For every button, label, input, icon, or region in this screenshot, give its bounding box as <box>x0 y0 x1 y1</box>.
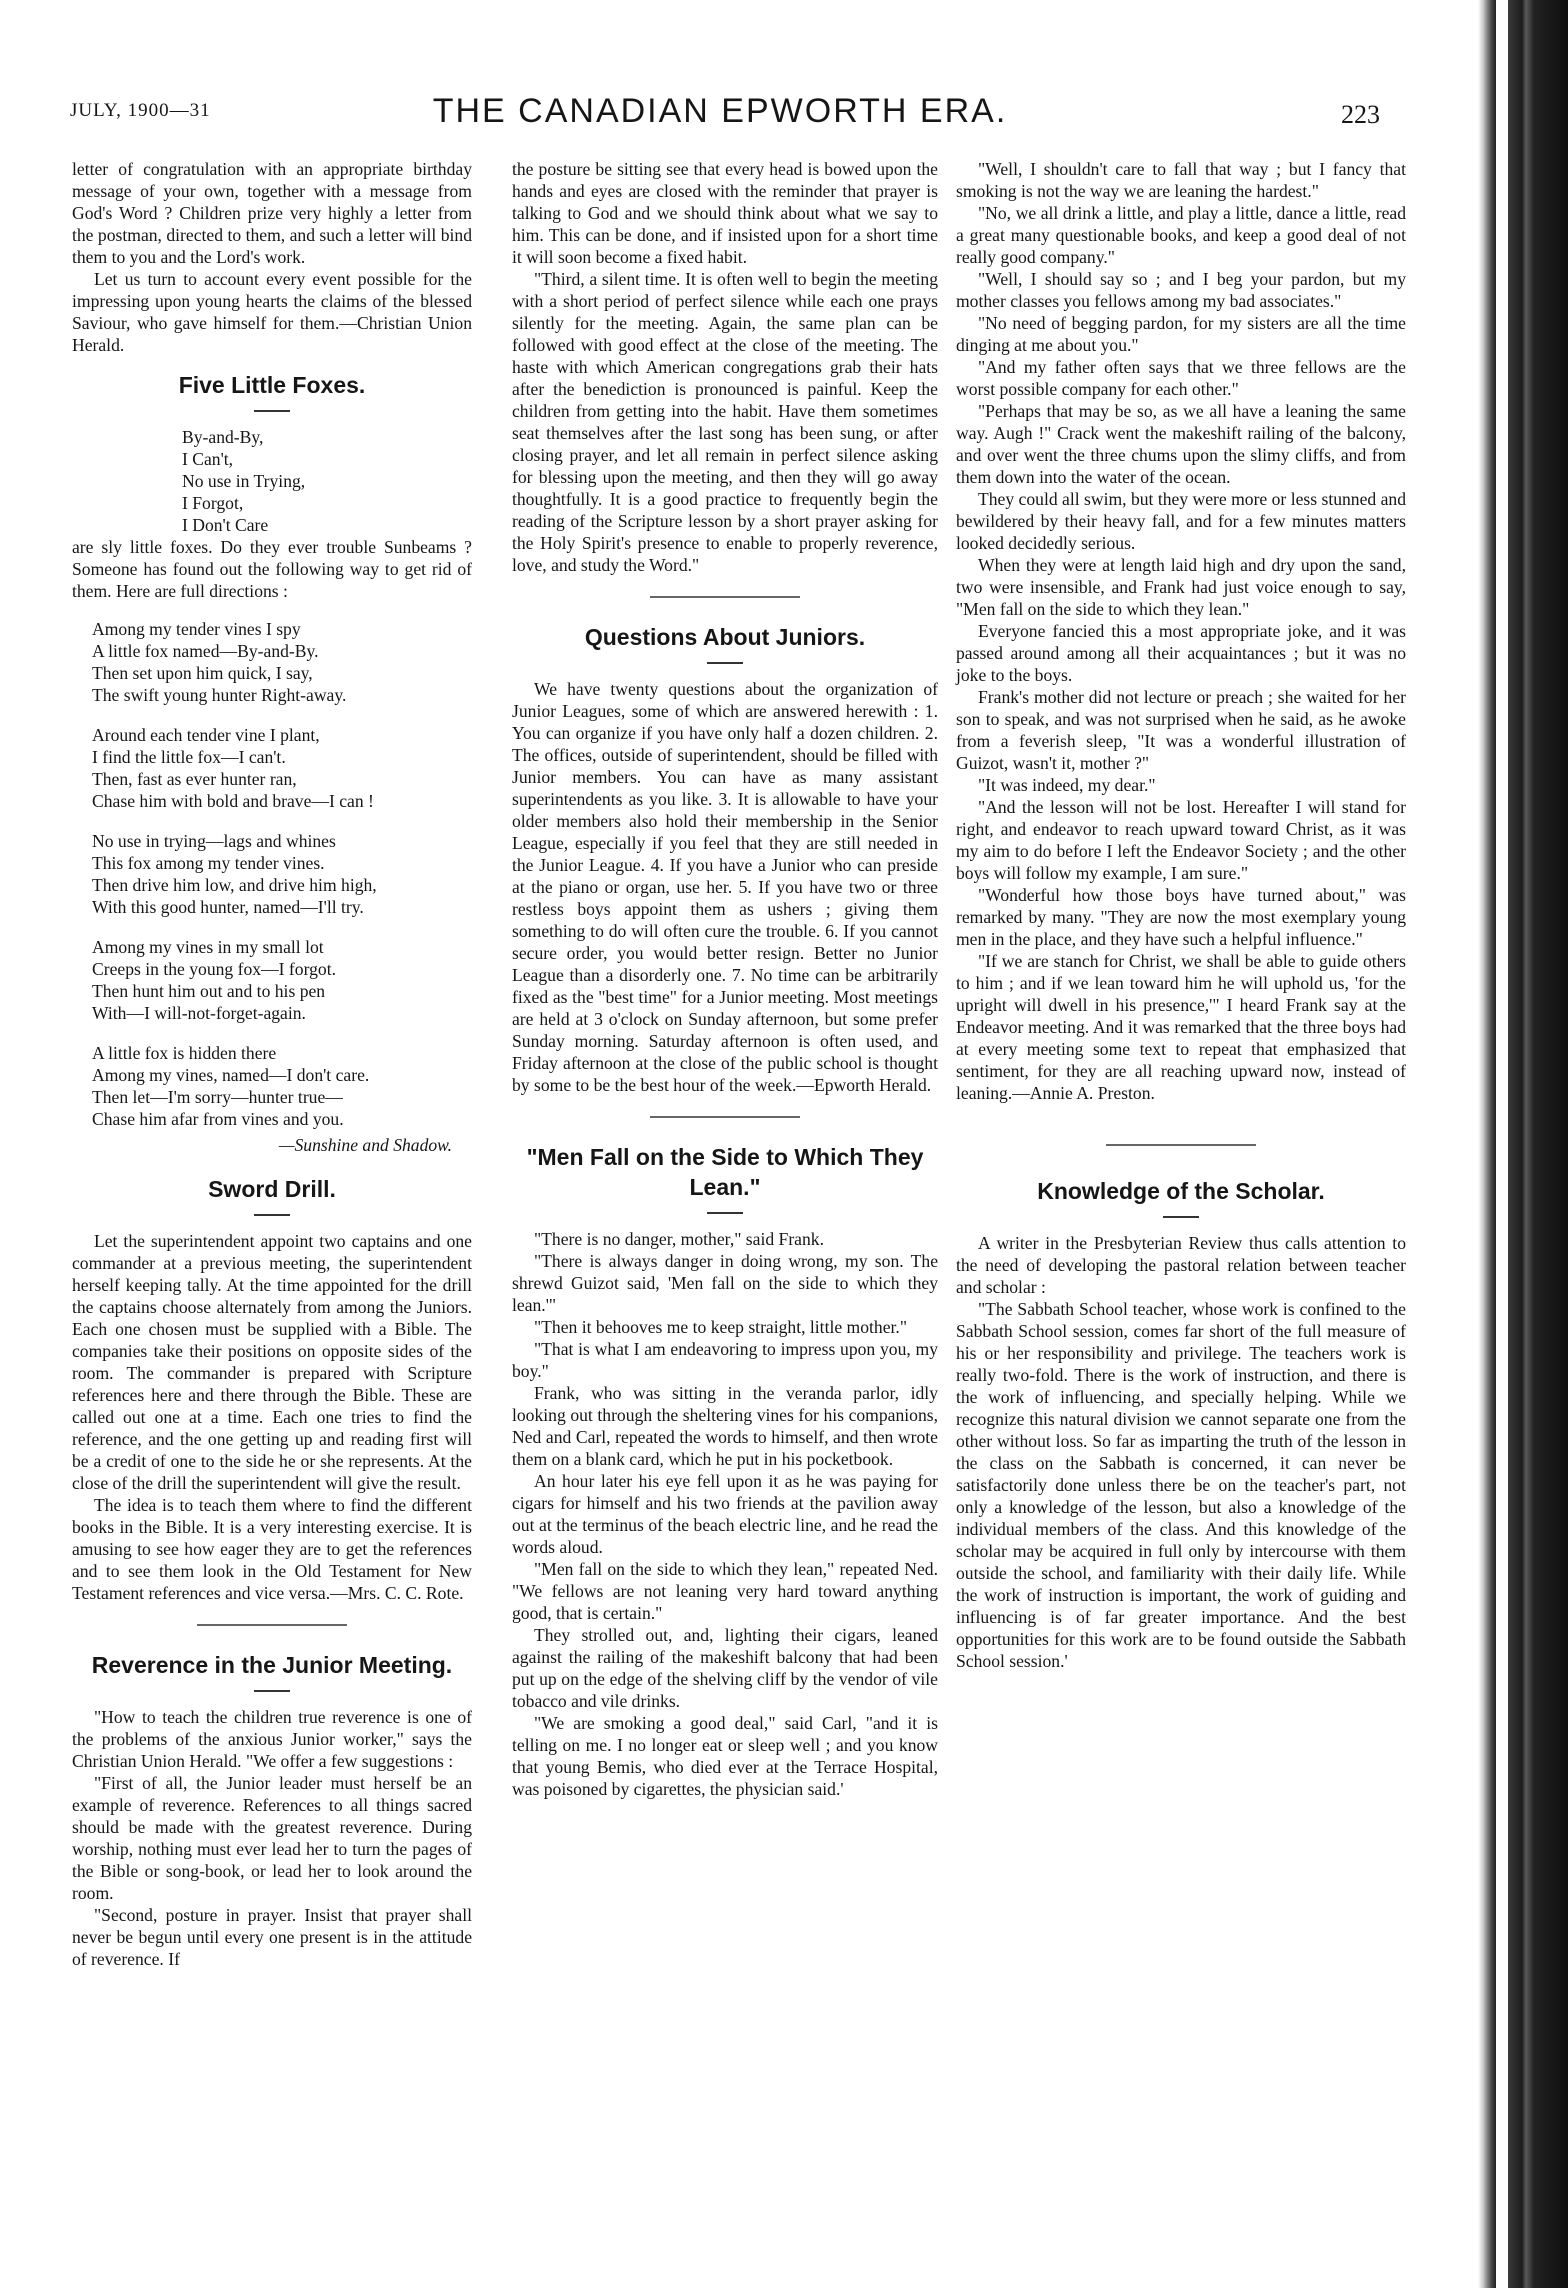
poem-line: Chase him with bold and brave—I can ! <box>92 791 374 811</box>
title-rule <box>254 1214 290 1216</box>
paragraph: Frank, who was sitting in the veranda parlor, idly looking out through the sheltering vines for his companions, Ned and Carl, repeated the words to himself, and then wrote them on a blank card, which he put in his pocketbook. <box>512 1383 938 1469</box>
poem-line: Then drive him low, and drive him high, <box>92 875 377 895</box>
paragraph: "Then it behooves me to keep straight, little mother." <box>534 1317 907 1337</box>
poem-line: A little fox is hidden there <box>92 1043 277 1063</box>
paragraph: "Wonderful how those boys have turned about," was remarked by many. "They are now the most exemplary young men in the place, and they have such a helpful influence." <box>956 885 1406 949</box>
paragraph: They strolled out, and, lighting their cigars, leaned against the railing of the makeshift balcony that had been put up on the edge of the shelving cliff by the vendor of vile tobacco and vile drinks. <box>512 1625 938 1711</box>
paragraph: When they were at length laid high and dry upon the sand, two were insensible, and Frank had just voice enough to say, "Men fall on the side to which they lean." <box>956 555 1406 619</box>
page-header <box>60 92 1380 152</box>
section-divider <box>1106 1144 1256 1146</box>
title-rule <box>1163 1216 1199 1218</box>
poem-line: Then set upon him quick, I say, <box>92 663 313 683</box>
poem-line: Then, fast as ever hunter ran, <box>92 769 297 789</box>
paragraph: "No need of begging pardon, for my sisters are all the time dinging at me about you." <box>956 313 1406 355</box>
poem-stanza <box>72 724 472 812</box>
column-right <box>956 158 1406 1672</box>
page-number: 223 <box>1341 100 1380 129</box>
section-title-men-fall: "Men Fall on the Side to Which They Lean." <box>526 1144 924 1200</box>
column-left <box>72 158 472 1970</box>
section-title-sword-drill: Sword Drill. <box>208 1176 336 1202</box>
paragraph: are sly little foxes. Do they ever trouble Sunbeams ? Someone has found out the following way to get rid of them. Here are full directions : <box>72 537 472 601</box>
paragraph: "That is what I am endeavoring to impress upon you, my boy." <box>512 1339 938 1381</box>
section-divider <box>650 596 800 598</box>
book-binding <box>1508 0 1568 2288</box>
paragraph: "If we are stanch for Christ, we shall be able to guide others to him ; and if we lean toward him he will uphold us, 'for the upright will dwell in his presence,'" I heard Frank say at the Endeavor meeting. And it was remarked that the three boys had at every meeting some text to repeat that emphasized that sentiment, for they are all reaching upward now, instead of leaning.—Annie A. Preston. <box>956 951 1406 1103</box>
section-divider <box>650 1116 800 1118</box>
paragraph: An hour later his eye fell upon it as he was paying for cigars for himself and his two friends at the pavilion away out at the terminus of the beach electric line, and he read the words aloud. <box>512 1471 938 1557</box>
paragraph: "We are smoking a good deal," said Carl, "and it is telling on me. I no longer eat or sleep well ; and you know that young Bemis, who died ever at the Terrace Hospital, was poisoned by cigarettes, the physician said.' <box>512 1713 938 1799</box>
poem-stanza <box>72 1042 472 1130</box>
poem-line: No use in Trying, <box>182 471 306 491</box>
paragraph: the posture be sitting see that every head is bowed upon the hands and eyes are closed with the reminder that prayer is talking to God and we should think about what we say to him. This can be done, and if insisted upon for a short time it will soon become a fixed habit. <box>512 159 938 267</box>
section-title-knowledge-of-scholar: Knowledge of the Scholar. <box>1037 1178 1325 1204</box>
poem-line: I Don't Care <box>182 515 269 535</box>
poem-stanza <box>72 830 472 918</box>
attribution: —Sunshine and Shadow. <box>278 1135 452 1155</box>
title-rule <box>707 1212 743 1214</box>
paragraph: "Third, a silent time. It is often well to begin the meeting with a short period of perfect silence while each one prays silently for the meeting. Again, the same plan can be followed with good effect at the close of the meeting. The haste with which American congregations grab their hats after the benediction is pronounced is painful. Keep the children from getting into the habit. Have them sometimes seat themselves after the last song has been sung, or after closing prayer, and let all remain in perfect silence asking for blessing upon the meeting, and then they will go away thoughtfully. It is a good practice to frequently begin the reading of the Scripture lesson by a short prayer asking for the Holy Spirit's presence to enable to properly reverence, love, and study the Word." <box>512 269 938 575</box>
paragraph: Let the superintendent appoint two captains and one commander at a previous meeting, the superintendent herself keeping tally. At the time appointed for the drill the captains choose alternately from among the Juniors. Each one chosen must be supplied with a Bible. The companies take their positions on opposite sides of the room. The commander is prepared with Scripture references here and there through the Bible. These are called out one at a time. Each one tries to find the reference, and the one getting up and reading first will be a credit of one to the side he or she represents. At the close of the drill the superintendent will give the result. <box>72 1231 472 1493</box>
issue-date: JULY, 1900—31 <box>70 100 211 121</box>
section-title-five-little-foxes: Five Little Foxes. <box>178 372 366 398</box>
paragraph: "Second, posture in prayer. Insist that prayer shall never be begun until every one present is in the attitude of reverence. If <box>72 1905 472 1969</box>
paragraph: The idea is to teach them where to find the different books in the Bible. It is a very interesting exercise. It is amusing to see how eager they are to get the references and to see them look in the Old Testament for New Testament references and vice versa.—Mrs. C. C. Rote. <box>72 1495 472 1603</box>
paragraph: They could all swim, but they were more or less stunned and bewildered by their heavy fall, and for a few minutes matters looked decidedly serious. <box>956 489 1407 553</box>
masthead-title: THE CANADIAN EPWORTH ERA. <box>432 92 1008 130</box>
poem-line: The swift young hunter Right-away. <box>92 685 347 705</box>
poem-line: Among my vines in my small lot <box>92 937 324 957</box>
paragraph: "First of all, the Junior leader must herself be an example of reverence. References to all things sacred should be made with the greatest reverence. During worship, nothing must ever lead her to turn the pages of the Bible or song-book, or lead her to look around the room. <box>72 1773 472 1903</box>
section-divider <box>197 1624 347 1626</box>
poem-line: This fox among my tender vines. <box>92 853 325 873</box>
paragraph: A writer in the Presbyterian Review thus calls attention to the need of developing the pastoral relation between teacher and scholar : <box>956 1233 1406 1297</box>
paragraph: We have twenty questions about the organization of Junior Leagues, some of which are answered herewith : 1. You can organize if you have only half a dozen children. 2. The offices, outside of superintendent, should be filled with Junior members. You can have as many assistant superintendents as you like. 3. It is allowable to have your older members also hold their membership in the Senior League, especially if you feel that they are still needed in the Junior League. 4. If you have a Junior who can preside at the piano or organ, use her. 5. If you have two or three restless boys appoint them as ushers ; giving them something to do will often cure the trouble. 6. If you cannot secure order, you would better resign. Better no Junior League than a disorderly one. 7. No time can be arbitrarily fixed as the "best time" for a Junior meeting. Most meetings are held at 3 o'clock on Sunday afternoon, but some prefer Sunday morning. Saturday afternoon is often used, and Friday afternoon at the close of the public school is thought by some to be the best hour of the week.—Epworth Herald. <box>512 679 938 1095</box>
paragraph: "How to teach the children true reverence is one of the problems of the anxious Junior worker," says the Christian Union Herald. "We offer a few suggestions : <box>72 1707 472 1771</box>
paragraph: "It was indeed, my dear." <box>978 775 1156 795</box>
fox-names-list <box>72 426 472 536</box>
page-gutter-shadow <box>1478 0 1496 2288</box>
poem-line: With this good hunter, named—I'll try. <box>92 897 364 917</box>
paragraph: "Perhaps that may be so, as we all have a leaning the same way. Augh !" Crack went the makeshift railing of the balcony, and over went the three chums upon the slimy cliffs, and from them down into the water of the ocean. <box>956 401 1406 487</box>
paragraph: "The Sabbath School teacher, whose work is confined to the Sabbath School session, comes far short of the full measure of his or her responsibility and privilege. The teachers work is really two-fold. There is the work of instruction, and there is the work of influencing, and specially helping. While we recognize this natural division we cannot separate one from the other without loss. So far as imparting the truth of the lesson in the class on the Sabbath is concerned, it can never be satisfactorily done unless there be on the teacher's part, not only a knowledge of the lesson, but also a knowledge of the individual members of the class. And this knowledge of the scholar may be acquired in full only by intercourse with them outside the school, and familiarity with their daily life. While the work of instruction is important, the work of guiding and influencing is of far greater importance. And the best opportunities for this work are to be found outside the Sabbath School session.' <box>956 1299 1406 1671</box>
paragraph: "No, we all drink a little, and play a little, dance a little, read a great many questionable books, and keep a good deal of not really good company." <box>956 203 1406 267</box>
column-middle <box>512 158 938 1800</box>
paragraph: "Well, I should say so ; and I beg your pardon, but my mother classes you fellows among my bad associates." <box>956 269 1406 311</box>
paragraph: "There is always danger in doing wrong, my son. The shrewd Guizot said, 'Men fall on the side to which they lean.'" <box>512 1251 938 1315</box>
section-title-questions-about-juniors: Questions About Juniors. <box>584 624 866 650</box>
section-title-reverence: Reverence in the Junior Meeting. <box>91 1652 453 1678</box>
poem-line: Then let—I'm sorry—hunter true— <box>92 1087 343 1107</box>
poem-line: By-and-By, <box>182 427 264 447</box>
poem-line: Among my tender vines I spy <box>92 619 301 639</box>
poem-line: With—I will-not-forget-again. <box>92 1003 306 1023</box>
paragraph: Let us turn to account every event possible for the impressing upon young hearts the claims of the blessed Saviour, who gave himself for them.—Christian Union Herald. <box>72 269 472 355</box>
poem-line: Then hunt him out and to his pen <box>92 981 326 1001</box>
paragraph: letter of congratulation with an appropriate birthday message of your own, together with a message from God's Word ? Children prize very highly a letter from the postman, directed to them, and such a letter will bind them to you and the Lord's work. <box>72 159 472 267</box>
poem-line: No use in trying—lags and whines <box>92 831 336 851</box>
poem-stanza <box>72 936 472 1024</box>
poem-line: Around each tender vine I plant, <box>92 725 320 745</box>
poem-stanza <box>72 618 472 706</box>
paragraph: Frank's mother did not lecture or preach ; she waited for her son to speak, and was not surprised when he said, as he awoke from a feverish sleep, "It was a wonderful illustration of Guizot, wasn't it, mother ?" <box>956 687 1406 773</box>
poem-line: A little fox named—By-and-By. <box>92 641 319 661</box>
title-rule <box>254 1690 290 1692</box>
poem-line: I Forgot, <box>182 493 244 513</box>
paragraph: "There is no danger, mother," said Frank. <box>534 1229 824 1249</box>
paragraph: "And the lesson will not be lost. Hereafter I will stand for right, and endeavor to reach upward toward Christ, as it was my aim to do before I left the Endeavor Society ; and the other boys will follow my example, I am sure." <box>956 797 1406 883</box>
poem-line: Among my vines, named—I don't care. <box>92 1065 370 1085</box>
poem-line: I find the little fox—I can't. <box>92 747 286 767</box>
poem-line: Creeps in the young fox—I forgot. <box>92 959 336 979</box>
paragraph: "And my father often says that we three fellows are the worst possible company for each other." <box>956 357 1406 399</box>
title-rule <box>707 662 743 664</box>
poem-line: Chase him afar from vines and you. <box>92 1109 344 1129</box>
title-rule <box>254 410 290 412</box>
paragraph: "Men fall on the side to which they lean," repeated Ned. "We fellows are not leaning very hard toward anything good, that is certain." <box>512 1559 938 1623</box>
poem-line: I Can't, <box>182 449 234 469</box>
paragraph: Everyone fancied this a most appropriate joke, and it was passed around among all their acquaintances ; but it was no joke to the boys. <box>956 621 1406 685</box>
paragraph: "Well, I shouldn't care to fall that way ; but I fancy that smoking is not the way we are leaning the hardest." <box>956 159 1406 201</box>
